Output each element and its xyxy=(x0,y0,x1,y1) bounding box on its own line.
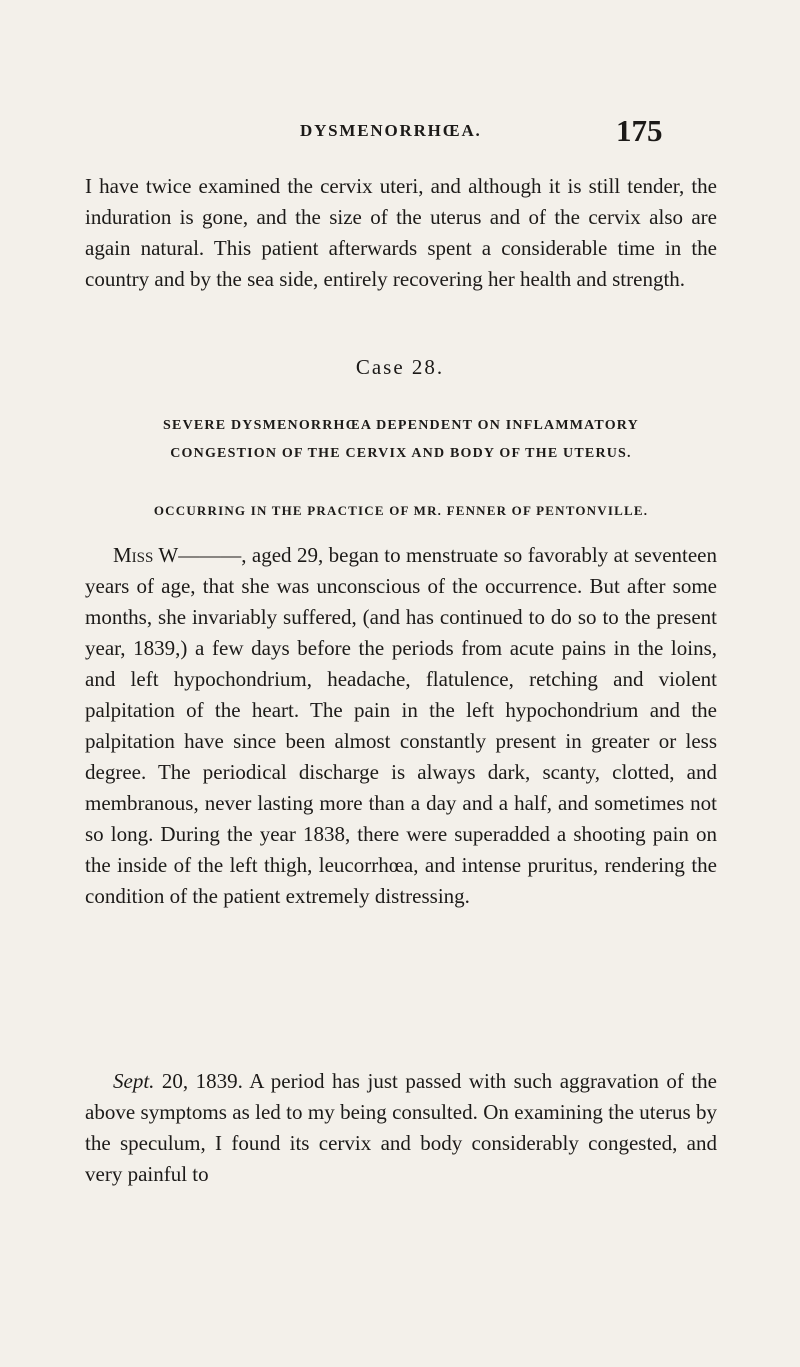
case-heading-line-2: CONGESTION OF THE CERVIX AND BODY OF THE UTERUS. xyxy=(170,446,632,461)
paragraph-2 xyxy=(85,540,717,912)
running-title: DYSMENORRHŒA. xyxy=(300,121,482,140)
running-head xyxy=(300,113,700,153)
case-attribution: OCCURRING IN THE PRACTICE OF MR. FENNER OF PENTONVILLE. xyxy=(153,503,649,518)
paragraph-3-text: 20, 1839. A period has just passed with such aggravation of the above symptoms as led to my being consulted. On examining the uterus by the speculum, I found its cervix and body considerably congested, and very painful to xyxy=(85,1069,717,1186)
entry-date: Sept. xyxy=(113,1069,155,1093)
case-title: Case 28. xyxy=(355,355,445,379)
patient-name: Miss W——— xyxy=(113,543,242,567)
paragraph-2-text: , aged 29, began to menstruate so favorably at seventeen years of age, that she was unconscious of the occurrence. But after some months, she invariably suffered, (and has continued to do so to the present year, 1839,) a few days before the periods from acute pains in the loins, and left hypochondrium, headache, flatulence, retching and violent palpitation of the heart. The pain in the left hypochondrium and the palpitation have since been almost constantly present in greater or less degree. The periodical discharge is always dark, scanty, clotted, and membranous, never lasting more than a day and a half, and sometimes not so long. During the year 1838, there were superadded a shooting pain on the inside of the left thigh, leucorrhœa, and intense pruritus, rendering the condition of the patient extremely distressing. xyxy=(85,543,717,908)
paragraph-1: I have twice examined the cervix uteri, and although it is still tender, the induration is gone, and the size of the uterus and of the cervix also are again natural. This patient afterwards spent a considerable time in the country and by the sea side, entirely recovering her health and strength. xyxy=(85,174,717,291)
page-number: 175 xyxy=(616,113,663,148)
case-heading xyxy=(85,412,717,468)
paragraph-3 xyxy=(85,1066,717,1190)
case-heading-line-1: SEVERE DYSMENORRHŒA DEPENDENT ON INFLAMMATORY xyxy=(163,418,639,433)
